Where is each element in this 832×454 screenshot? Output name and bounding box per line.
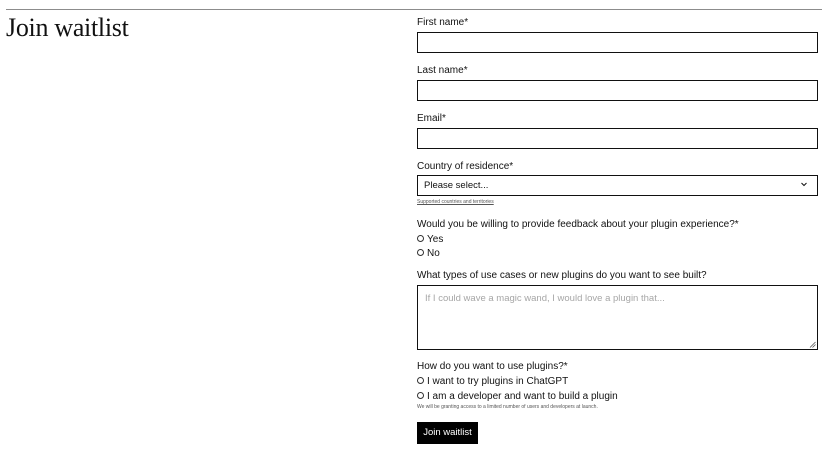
use-cases-placeholder: If I could wave a magic wand, I would love a plugin that... [425,293,665,304]
usage-note: We will be granting access to a limited number of users and developers at launch. [417,404,598,410]
feedback-no-radio[interactable] [417,249,424,256]
usage-developer-option[interactable] [417,390,618,403]
email-input[interactable] [417,128,818,149]
page-title: Join waitlist [6,13,129,42]
email-label: Email* [417,113,446,124]
usage-developer-label: I am a developer and want to build a plugin [427,391,618,402]
join-waitlist-button[interactable]: Join waitlist [417,422,478,444]
use-cases-textarea[interactable] [417,285,818,350]
resize-grip-icon[interactable] [809,341,816,348]
usage-try-option[interactable] [417,375,568,388]
first-name-label: First name* [417,17,469,28]
chevron-down-icon [799,179,809,189]
country-select-value: Please select... [424,180,489,191]
feedback-question-label: Would you be willing to provide feedback about your plugin experience?* [417,219,739,230]
feedback-yes-option[interactable] [417,233,443,246]
feedback-yes-label: Yes [427,234,444,245]
usage-question-label: How do you want to use plugins?* [417,361,568,372]
country-select[interactable] [417,175,818,196]
usage-developer-radio[interactable] [417,392,424,399]
top-divider [6,9,822,10]
last-name-input[interactable] [417,80,818,101]
country-label: Country of residence* [417,161,514,172]
use-cases-label: What types of use cases or new plugins do you want to see built? [417,270,707,281]
usage-try-label: I want to try plugins in ChatGPT [427,376,569,387]
feedback-no-label: No [427,248,440,259]
feedback-yes-radio[interactable] [417,235,424,242]
last-name-label: Last name* [417,65,468,76]
first-name-input[interactable] [417,32,818,53]
feedback-no-option[interactable] [417,247,440,260]
supported-countries-link[interactable]: Supported countries and territories [417,199,494,205]
usage-try-radio[interactable] [417,377,424,384]
